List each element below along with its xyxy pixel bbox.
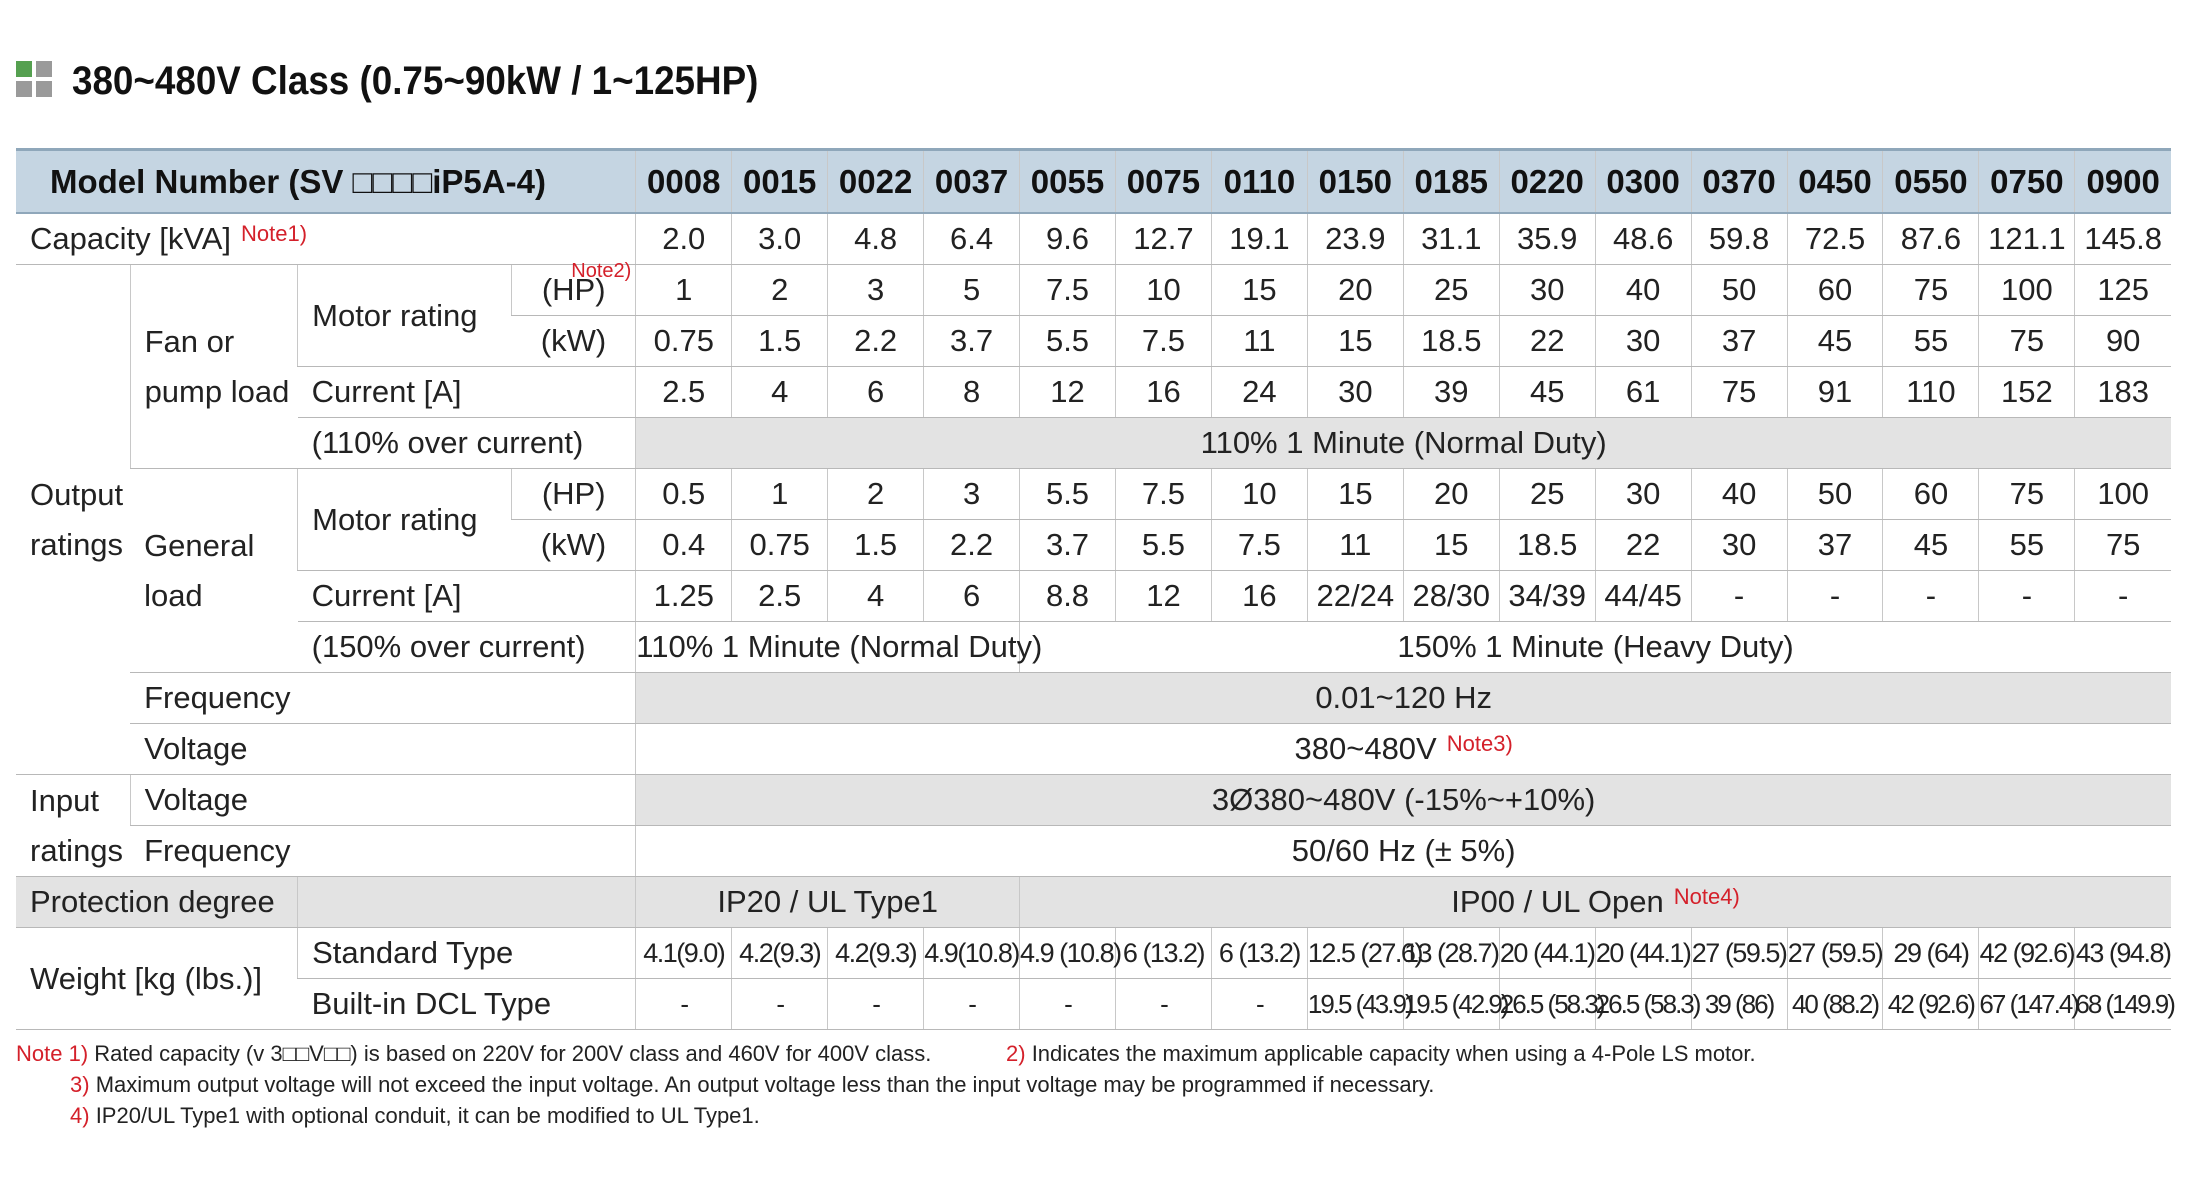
note-3-text: Maximum output voltage will not exceed the input voltage. An output voltage less than the input voltage may be programmed if necessary. bbox=[95, 1072, 1435, 1097]
weight-standard-value: 27 (59.5) bbox=[1691, 928, 1787, 979]
general-hp-value: 20 bbox=[1403, 469, 1499, 520]
capacity-value: 23.9 bbox=[1307, 213, 1403, 265]
fan-current-value: 8 bbox=[924, 367, 1020, 418]
capacity-value: 59.8 bbox=[1691, 213, 1787, 265]
protection-blank bbox=[298, 877, 636, 928]
fan-pump-load-line1: Fan or bbox=[144, 323, 235, 359]
weight-label: Weight [kg (lbs.)] bbox=[16, 928, 298, 1030]
output-voltage-label: Voltage bbox=[130, 724, 636, 775]
weight-standard-value: 20 (44.1) bbox=[1595, 928, 1691, 979]
general-hp-value: 0.5 bbox=[636, 469, 732, 520]
output-ratings-line2: ratings bbox=[30, 526, 124, 562]
capacity-value: 3.0 bbox=[732, 213, 828, 265]
fan-kw-value: 7.5 bbox=[1115, 316, 1211, 367]
fan-current-value: 91 bbox=[1787, 367, 1883, 418]
fan-motor-rating-label bbox=[298, 265, 512, 367]
fan-hp-value: 50 bbox=[1691, 265, 1787, 316]
fan-hp-value: 10 bbox=[1115, 265, 1211, 316]
general-hp-value: 2 bbox=[828, 469, 924, 520]
output-frequency-value: 0.01~120 Hz bbox=[636, 673, 2171, 724]
capacity-value: 121.1 bbox=[1979, 213, 2075, 265]
general-kw-value: 1.5 bbox=[828, 520, 924, 571]
capacity-row bbox=[16, 213, 2171, 265]
protection-label: Protection degree bbox=[16, 877, 298, 928]
output-ratings-label bbox=[16, 265, 130, 775]
general-kw-value: 30 bbox=[1691, 520, 1787, 571]
fan-kw-value: 55 bbox=[1883, 316, 1979, 367]
weight-standard-value: 4.9 (10.8) bbox=[1020, 928, 1116, 979]
general-load-line1: General bbox=[144, 527, 255, 563]
general-hp-value: 1 bbox=[732, 469, 828, 520]
input-ratings-label bbox=[16, 775, 130, 877]
weight-dcl-value: 42 (92.6) bbox=[1883, 979, 1979, 1030]
weight-standard-value: 6 (13.2) bbox=[1211, 928, 1307, 979]
weight-dcl-value: 19.5 (42.9) bbox=[1403, 979, 1499, 1030]
fan-hp-value: 60 bbox=[1787, 265, 1883, 316]
weight-dcl-value: - bbox=[1020, 979, 1116, 1030]
general-current-value: 34/39 bbox=[1499, 571, 1595, 622]
fan-kw-value: 37 bbox=[1691, 316, 1787, 367]
note-1-text: Rated capacity (v 3□□V□□) is based on 220V for 200V class and 460V for 400V class. bbox=[94, 1041, 932, 1066]
protection-ip00-text: IP00 / UL Open bbox=[1451, 884, 1664, 919]
fan-overcurrent-value: 110% 1 Minute (Normal Duty) bbox=[636, 418, 2171, 469]
general-overcurrent-row bbox=[16, 622, 2171, 673]
input-voltage-label: Voltage bbox=[130, 775, 636, 826]
general-overcurrent-label: (150% over current) bbox=[298, 622, 636, 673]
weight-dcl-row bbox=[16, 979, 2171, 1030]
fan-hp-value: 15 bbox=[1211, 265, 1307, 316]
model-number-header: 0008 bbox=[636, 150, 732, 214]
fan-current-value: 45 bbox=[1499, 367, 1595, 418]
model-number-header: 0075 bbox=[1115, 150, 1211, 214]
fan-current-value: 183 bbox=[2075, 367, 2171, 418]
weight-dcl-value: 26.5 (58.3) bbox=[1595, 979, 1691, 1030]
capacity-value: 35.9 bbox=[1499, 213, 1595, 265]
weight-standard-value: 4.1(9.0) bbox=[636, 928, 732, 979]
weight-standard-value: 12.5 (27.6) bbox=[1307, 928, 1403, 979]
general-hp-value: 30 bbox=[1595, 469, 1691, 520]
general-current-value: 28/30 bbox=[1403, 571, 1499, 622]
model-number-label: Model Number (SV □□□□iP5A-4) bbox=[16, 150, 636, 214]
capacity-value: 145.8 bbox=[2075, 213, 2171, 265]
footnotes bbox=[16, 1038, 2176, 1131]
general-current-value: 1.25 bbox=[636, 571, 732, 622]
fan-current-value: 75 bbox=[1691, 367, 1787, 418]
output-voltage-value bbox=[636, 724, 2171, 775]
weight-standard-value: 27 (59.5) bbox=[1787, 928, 1883, 979]
general-kw-unit: (kW) bbox=[512, 520, 636, 571]
general-current-row bbox=[16, 571, 2171, 622]
model-number-header: 0750 bbox=[1979, 150, 2075, 214]
fan-kw-value: 5.5 bbox=[1020, 316, 1116, 367]
spec-table bbox=[16, 148, 2174, 1030]
capacity-label bbox=[16, 213, 636, 265]
output-voltage-text: 380~480V bbox=[1294, 731, 1437, 766]
weight-dcl-value: 39 (86) bbox=[1691, 979, 1787, 1030]
fan-current-value: 24 bbox=[1211, 367, 1307, 418]
section-title bbox=[16, 56, 818, 106]
capacity-value: 19.1 bbox=[1211, 213, 1307, 265]
general-current-value: - bbox=[2075, 571, 2171, 622]
fan-hp-value: 30 bbox=[1499, 265, 1595, 316]
fan-kw-value: 0.75 bbox=[636, 316, 732, 367]
general-current-value: 22/24 bbox=[1307, 571, 1403, 622]
general-kw-value: 45 bbox=[1883, 520, 1979, 571]
fan-overcurrent-label: (110% over current) bbox=[298, 418, 636, 469]
fan-hp-value: 100 bbox=[1979, 265, 2075, 316]
fan-hp-value: 40 bbox=[1595, 265, 1691, 316]
general-hp-value: 60 bbox=[1883, 469, 1979, 520]
general-current-value: 2.5 bbox=[732, 571, 828, 622]
general-kw-value: 37 bbox=[1787, 520, 1883, 571]
model-number-header: 0185 bbox=[1403, 150, 1499, 214]
weight-standard-value: 42 (92.6) bbox=[1979, 928, 2075, 979]
fan-hp-row bbox=[16, 265, 2171, 316]
note-marker: Note2) bbox=[571, 260, 632, 282]
model-number-header: 0450 bbox=[1787, 150, 1883, 214]
weight-dcl-value: - bbox=[828, 979, 924, 1030]
general-kw-value: 18.5 bbox=[1499, 520, 1595, 571]
model-number-header: 0220 bbox=[1499, 150, 1595, 214]
general-kw-value: 22 bbox=[1595, 520, 1691, 571]
input-voltage-row bbox=[16, 775, 2171, 826]
model-number-header: 0037 bbox=[924, 150, 1020, 214]
note-marker: Note1) bbox=[241, 221, 308, 246]
general-hp-value: 100 bbox=[2075, 469, 2171, 520]
general-hp-value: 50 bbox=[1787, 469, 1883, 520]
fan-hp-value: 3 bbox=[828, 265, 924, 316]
weight-dcl-value: 67 (147.4) bbox=[1979, 979, 2075, 1030]
fan-hp-value: 25 bbox=[1403, 265, 1499, 316]
fan-current-value: 16 bbox=[1115, 367, 1211, 418]
general-hp-value: 7.5 bbox=[1115, 469, 1211, 520]
fan-current-label: Current [A] bbox=[298, 367, 636, 418]
note-2-number: 2) bbox=[1006, 1041, 1026, 1066]
input-ratings-line2: ratings bbox=[30, 832, 124, 868]
fan-kw-value: 45 bbox=[1787, 316, 1883, 367]
fan-current-value: 61 bbox=[1595, 367, 1691, 418]
output-frequency-label: Frequency bbox=[130, 673, 636, 724]
protection-ip00 bbox=[1020, 877, 2171, 928]
general-current-value: 8.8 bbox=[1020, 571, 1116, 622]
weight-dcl-value: 26.5 (58.3) bbox=[1499, 979, 1595, 1030]
fan-kw-value: 90 bbox=[2075, 316, 2171, 367]
fan-pump-load-line2: pump load bbox=[144, 373, 290, 409]
general-kw-value: 0.75 bbox=[732, 520, 828, 571]
weight-dcl-value: 40 (88.2) bbox=[1787, 979, 1883, 1030]
general-kw-value: 7.5 bbox=[1211, 520, 1307, 571]
capacity-value: 48.6 bbox=[1595, 213, 1691, 265]
fan-current-value: 2.5 bbox=[636, 367, 732, 418]
note-2-text: Indicates the maximum applicable capacity when using a 4-Pole LS motor. bbox=[1031, 1041, 1756, 1066]
note-word: Note bbox=[16, 1041, 63, 1066]
capacity-value: 31.1 bbox=[1403, 213, 1499, 265]
model-number-header: 0055 bbox=[1020, 150, 1116, 214]
fan-kw-value: 3.7 bbox=[924, 316, 1020, 367]
general-kw-value: 0.4 bbox=[636, 520, 732, 571]
general-hp-unit: (HP) bbox=[512, 469, 636, 520]
general-current-value: 12 bbox=[1115, 571, 1211, 622]
fan-kw-value: 15 bbox=[1307, 316, 1403, 367]
capacity-value: 87.6 bbox=[1883, 213, 1979, 265]
general-overcurrent-normal: 110% 1 Minute (Normal Duty) bbox=[636, 622, 1020, 673]
general-kw-value: 3.7 bbox=[1020, 520, 1116, 571]
weight-dcl-value: - bbox=[1115, 979, 1211, 1030]
capacity-value: 9.6 bbox=[1020, 213, 1116, 265]
input-ratings-line1: Input bbox=[30, 782, 99, 818]
general-current-value: 16 bbox=[1211, 571, 1307, 622]
capacity-value: 6.4 bbox=[924, 213, 1020, 265]
weight-dcl-label: Built-in DCL Type bbox=[298, 979, 636, 1030]
page-title: 380~480V Class (0.75~90kW / 1~125HP) bbox=[72, 58, 759, 103]
note-line-1 bbox=[16, 1038, 2176, 1069]
weight-dcl-value: - bbox=[1211, 979, 1307, 1030]
fan-kw-value: 75 bbox=[1979, 316, 2075, 367]
general-hp-value: 75 bbox=[1979, 469, 2075, 520]
input-frequency-value: 50/60 Hz (± 5%) bbox=[636, 826, 2171, 877]
fan-hp-value: 125 bbox=[2075, 265, 2171, 316]
general-current-value: 6 bbox=[924, 571, 1020, 622]
input-voltage-value: 3Ø380~480V (-15%~+10%) bbox=[636, 775, 2171, 826]
output-voltage-row bbox=[16, 724, 2171, 775]
fan-kw-value: 18.5 bbox=[1403, 316, 1499, 367]
capacity-value: 4.8 bbox=[828, 213, 924, 265]
weight-standard-value: 13 (28.7) bbox=[1403, 928, 1499, 979]
general-hp-value: 40 bbox=[1691, 469, 1787, 520]
note-4-number: 4) bbox=[70, 1103, 90, 1128]
fan-current-value: 4 bbox=[732, 367, 828, 418]
general-kw-value: 55 bbox=[1979, 520, 2075, 571]
general-hp-row bbox=[16, 469, 2171, 520]
note-1-number: 1) bbox=[68, 1041, 89, 1066]
fan-hp-value: 5 bbox=[924, 265, 1020, 316]
weight-standard-value: 43 (94.8) bbox=[2075, 928, 2171, 979]
fan-kw-value: 2.2 bbox=[828, 316, 924, 367]
section-squares-icon bbox=[16, 61, 56, 101]
output-frequency-row bbox=[16, 673, 2171, 724]
output-ratings-line1: Output bbox=[30, 476, 124, 512]
weight-standard-value: 4.9(10.8) bbox=[924, 928, 1020, 979]
general-current-value: - bbox=[1691, 571, 1787, 622]
weight-dcl-value: 19.5 (43.9) bbox=[1307, 979, 1403, 1030]
general-current-value: - bbox=[1979, 571, 2075, 622]
note-marker: Note4) bbox=[1673, 884, 1740, 909]
note-line-3 bbox=[16, 1069, 2176, 1100]
model-number-header: 0550 bbox=[1883, 150, 1979, 214]
general-hp-value: 5.5 bbox=[1020, 469, 1116, 520]
general-kw-value: 5.5 bbox=[1115, 520, 1211, 571]
model-number-header: 0900 bbox=[2075, 150, 2171, 214]
general-current-label: Current [A] bbox=[298, 571, 636, 622]
general-motor-rating-label: Motor rating bbox=[298, 469, 512, 571]
fan-kw-value: 1.5 bbox=[732, 316, 828, 367]
general-kw-value: 75 bbox=[2075, 520, 2171, 571]
general-current-value: 44/45 bbox=[1595, 571, 1691, 622]
motor-rating-text: Motor rating bbox=[312, 297, 478, 333]
fan-current-value: 152 bbox=[1979, 367, 2075, 418]
general-current-value: 4 bbox=[828, 571, 924, 622]
general-current-value: - bbox=[1883, 571, 1979, 622]
weight-standard-value: 20 (44.1) bbox=[1499, 928, 1595, 979]
general-hp-value: 25 bbox=[1499, 469, 1595, 520]
fan-current-value: 39 bbox=[1403, 367, 1499, 418]
weight-standard-value: 29 (64) bbox=[1883, 928, 1979, 979]
fan-hp-value: 7.5 bbox=[1020, 265, 1116, 316]
weight-dcl-value: - bbox=[732, 979, 828, 1030]
fan-kw-value: 11 bbox=[1211, 316, 1307, 367]
fan-kw-value: 30 bbox=[1595, 316, 1691, 367]
fan-kw-unit: (kW) bbox=[512, 316, 636, 367]
hp-unit-text: (HP) bbox=[541, 272, 606, 307]
model-number-header: 0022 bbox=[828, 150, 924, 214]
input-frequency-row bbox=[16, 826, 2171, 877]
fan-overcurrent-row bbox=[16, 418, 2171, 469]
fan-kw-value: 22 bbox=[1499, 316, 1595, 367]
general-kw-value: 15 bbox=[1403, 520, 1499, 571]
fan-current-value: 110 bbox=[1883, 367, 1979, 418]
model-number-header: 0110 bbox=[1211, 150, 1307, 214]
general-load-label bbox=[130, 469, 298, 673]
fan-hp-value: 75 bbox=[1883, 265, 1979, 316]
capacity-value: 12.7 bbox=[1115, 213, 1211, 265]
general-hp-value: 10 bbox=[1211, 469, 1307, 520]
model-number-header: 0015 bbox=[732, 150, 828, 214]
fan-hp-value: 20 bbox=[1307, 265, 1403, 316]
general-current-value: - bbox=[1787, 571, 1883, 622]
weight-dcl-value: - bbox=[636, 979, 732, 1030]
weight-standard-label: Standard Type bbox=[298, 928, 636, 979]
general-kw-value: 11 bbox=[1307, 520, 1403, 571]
weight-dcl-value: 68 (149.9) bbox=[2075, 979, 2171, 1030]
protection-row bbox=[16, 877, 2171, 928]
note-3-number: 3) bbox=[70, 1072, 90, 1097]
fan-hp-unit bbox=[512, 260, 636, 316]
note-4-text: IP20/UL Type1 with optional conduit, it can be modified to UL Type1. bbox=[95, 1103, 760, 1128]
capacity-value: 2.0 bbox=[636, 213, 732, 265]
note-line-4 bbox=[16, 1100, 2176, 1131]
general-kw-value: 2.2 bbox=[924, 520, 1020, 571]
protection-ip20: IP20 / UL Type1 bbox=[636, 877, 1020, 928]
fan-current-value: 6 bbox=[828, 367, 924, 418]
general-load-line2: load bbox=[144, 577, 203, 613]
fan-hp-value: 1 bbox=[636, 265, 732, 316]
weight-standard-value: 6 (13.2) bbox=[1115, 928, 1211, 979]
general-hp-value: 15 bbox=[1307, 469, 1403, 520]
weight-standard-value: 4.2(9.3) bbox=[732, 928, 828, 979]
note-marker: Note3) bbox=[1446, 731, 1513, 756]
fan-current-value: 30 bbox=[1307, 367, 1403, 418]
table-header-row bbox=[16, 150, 2171, 214]
fan-current-row bbox=[16, 367, 2171, 418]
model-number-header: 0300 bbox=[1595, 150, 1691, 214]
general-hp-value: 3 bbox=[924, 469, 1020, 520]
model-number-header: 0150 bbox=[1307, 150, 1403, 214]
weight-dcl-value: - bbox=[924, 979, 1020, 1030]
capacity-label-text: Capacity [kVA] bbox=[30, 221, 232, 256]
weight-standard-row bbox=[16, 928, 2171, 979]
fan-hp-value: 2 bbox=[732, 265, 828, 316]
fan-pump-load-label bbox=[130, 265, 298, 469]
input-frequency-label: Frequency bbox=[130, 826, 636, 877]
model-number-header: 0370 bbox=[1691, 150, 1787, 214]
fan-current-value: 12 bbox=[1020, 367, 1116, 418]
weight-standard-value: 4.2(9.3) bbox=[828, 928, 924, 979]
capacity-value: 72.5 bbox=[1787, 213, 1883, 265]
general-overcurrent-heavy: 150% 1 Minute (Heavy Duty) bbox=[1020, 622, 2171, 673]
